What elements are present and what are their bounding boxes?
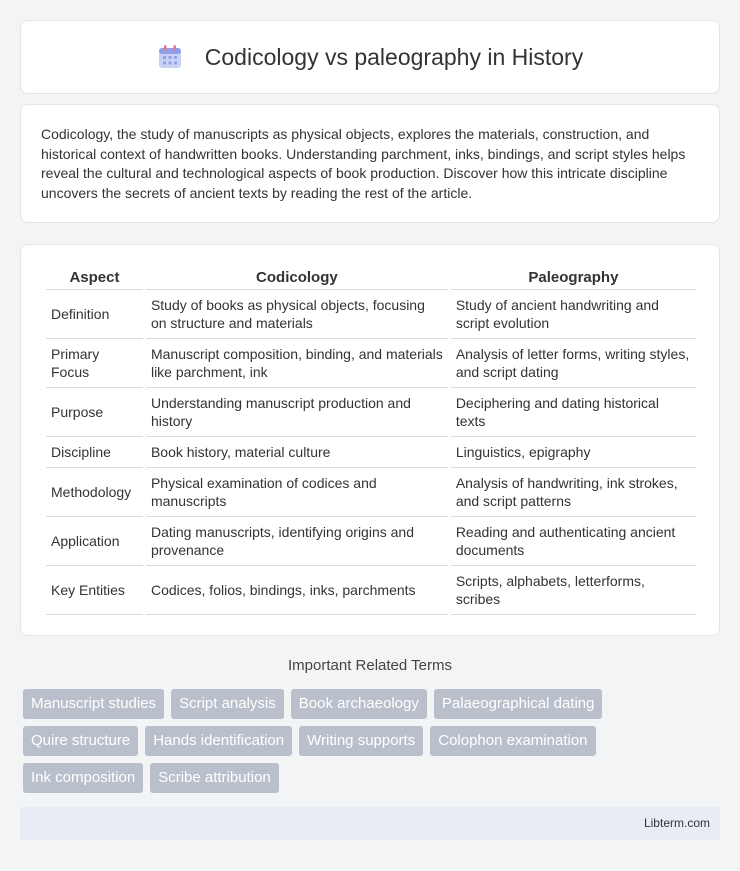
table-row xyxy=(46,437,696,468)
tag-writing-supports[interactable]: Writing supports xyxy=(299,726,423,756)
table-header-row xyxy=(46,265,696,290)
row-aspect: Key Entities xyxy=(46,566,143,615)
footer-site-link[interactable]: Libterm.com xyxy=(643,816,710,830)
intro-paragraph: Codicology, the study of manuscripts as physical objects, explores the materials, construction, and historical context of handwritten books. Understanding parchment, inks, bindings, and script styles helps reveal the cultural and technological aspects of book production. Discover how this intricate discipline uncovers the secrets of ancient texts by reading the rest of the article. xyxy=(41,126,686,201)
related-terms-title: Important Related Terms xyxy=(288,657,452,674)
table-row xyxy=(46,566,696,615)
row-codicology: Book history, material culture xyxy=(146,437,448,468)
row-codicology: Study of books as physical objects, focusing on structure and materials xyxy=(146,290,448,339)
row-paleography: Analysis of handwriting, ink strokes, and script patterns xyxy=(451,468,696,517)
row-aspect: Purpose xyxy=(46,388,143,437)
row-aspect: Discipline xyxy=(46,437,143,468)
header-aspect: Aspect xyxy=(46,265,143,290)
tag-manuscript-studies[interactable]: Manuscript studies xyxy=(23,689,164,719)
tag-quire-structure[interactable]: Quire structure xyxy=(23,726,138,756)
tag-row xyxy=(23,726,723,756)
comparison-table xyxy=(43,265,699,615)
table-row xyxy=(46,339,696,388)
tag-book-archaeology[interactable]: Book archaeology xyxy=(291,689,427,719)
intro-card xyxy=(20,104,720,223)
row-paleography: Study of ancient handwriting and script evolution xyxy=(451,290,696,339)
row-aspect: Definition xyxy=(46,290,143,339)
table-row xyxy=(46,468,696,517)
row-paleography: Analysis of letter forms, writing styles, and script dating xyxy=(451,339,696,388)
row-paleography: Deciphering and dating historical texts xyxy=(451,388,696,437)
tag-row xyxy=(23,763,723,793)
row-codicology: Dating manuscripts, identifying origins and provenance xyxy=(146,517,448,566)
tag-script-analysis[interactable]: Script analysis xyxy=(171,689,284,719)
row-codicology: Understanding manuscript production and history xyxy=(146,388,448,437)
row-aspect: Methodology xyxy=(46,468,143,517)
table-row xyxy=(46,517,696,566)
row-codicology: Codices, folios, bindings, inks, parchments xyxy=(146,566,448,615)
tag-hands-identification[interactable]: Hands identification xyxy=(145,726,292,756)
row-aspect: Application xyxy=(46,517,143,566)
tag-ink-composition[interactable]: Ink composition xyxy=(23,763,143,793)
footer xyxy=(20,807,720,840)
row-aspect: Primary Focus xyxy=(46,339,143,388)
row-paleography: Linguistics, epigraphy xyxy=(451,437,696,468)
comparison-card xyxy=(20,244,720,636)
related-terms-list xyxy=(23,689,723,800)
header-paleography: Paleography xyxy=(451,265,696,290)
row-codicology: Physical examination of codices and manuscripts xyxy=(146,468,448,517)
table-row xyxy=(46,290,696,339)
table-row xyxy=(46,388,696,437)
row-codicology: Manuscript composition, binding, and materials like parchment, ink xyxy=(146,339,448,388)
tag-palaeographical-dating[interactable]: Palaeographical dating xyxy=(434,689,603,719)
tag-row xyxy=(23,689,723,719)
row-paleography: Scripts, alphabets, letterforms, scribes xyxy=(451,566,696,615)
tag-scribe-attribution[interactable]: Scribe attribution xyxy=(150,763,279,793)
header-codicology: Codicology xyxy=(146,265,448,290)
row-paleography: Reading and authenticating ancient documents xyxy=(451,517,696,566)
tag-colophon-examination[interactable]: Colophon examination xyxy=(430,726,595,756)
header-card xyxy=(20,20,720,94)
page-title: Codicology vs paleography in History xyxy=(204,43,584,70)
calendar-icon xyxy=(157,44,183,70)
